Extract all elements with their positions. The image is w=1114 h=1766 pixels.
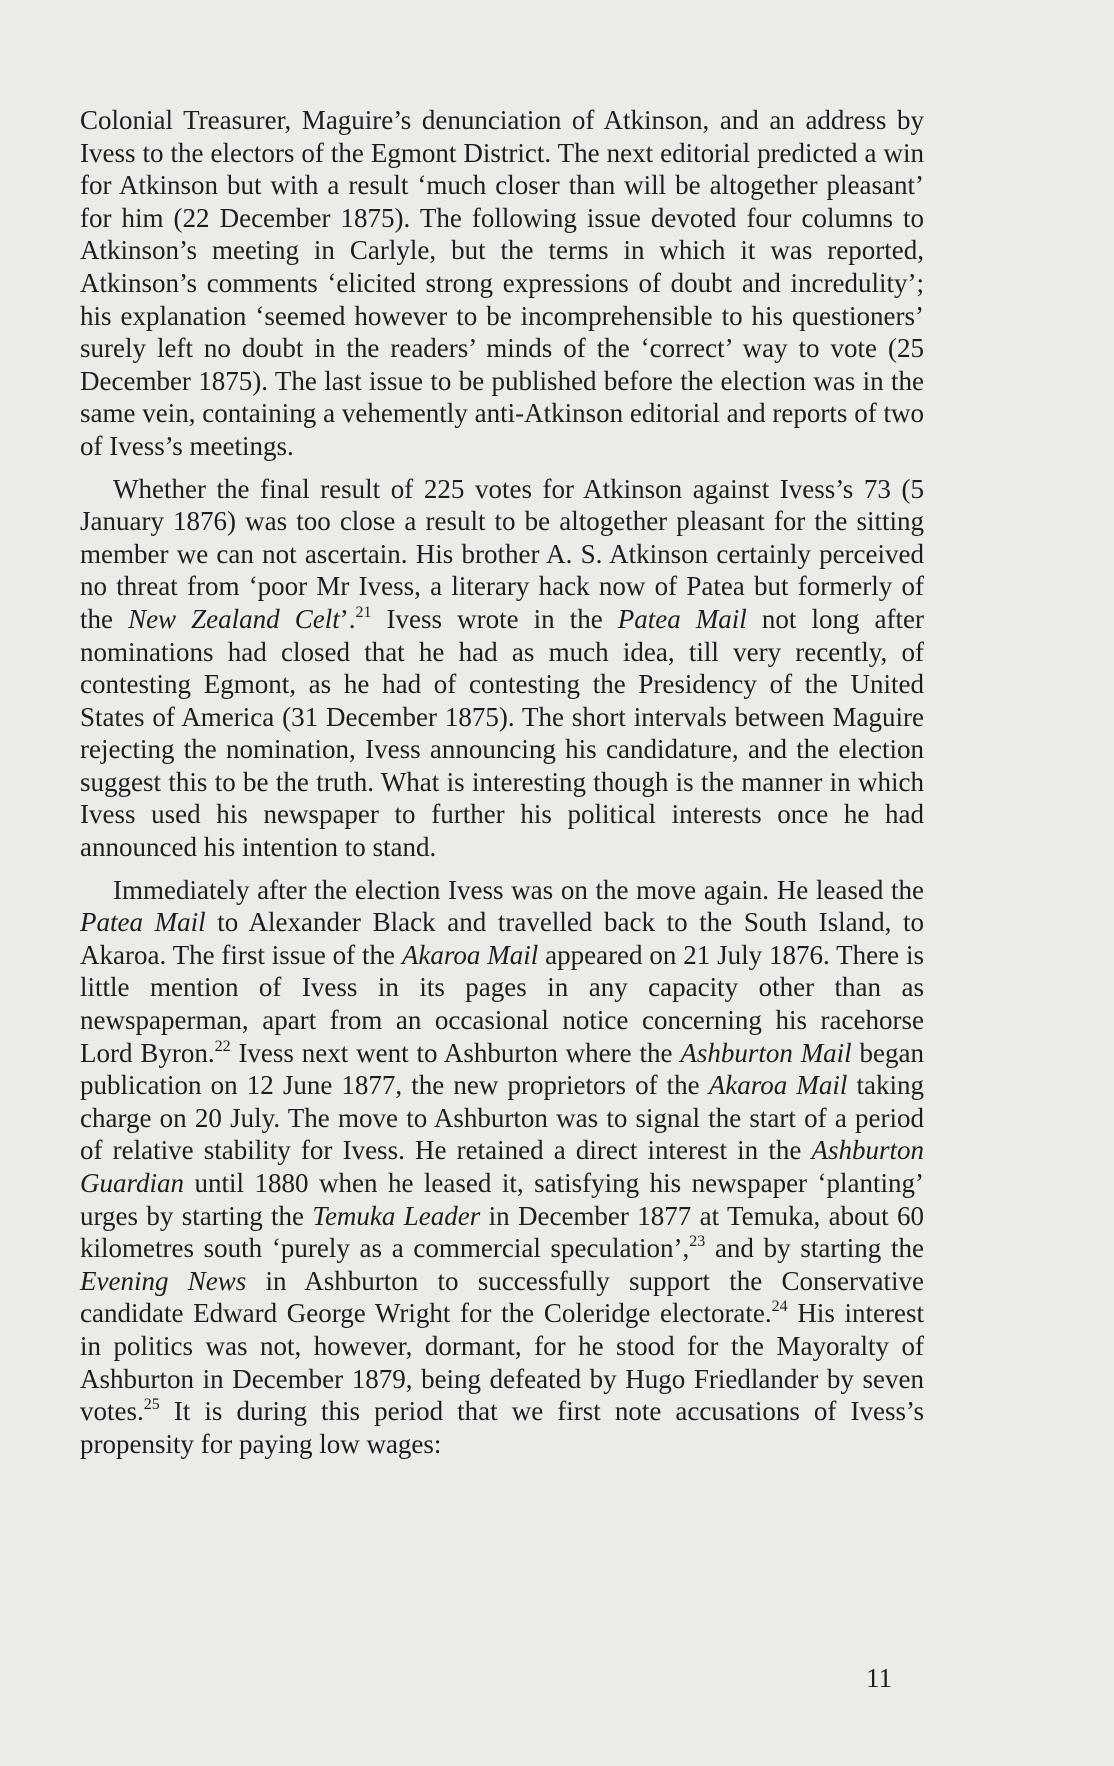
text-run: His interest in politics was not, however, dormant, for he stood for the Mayoralty of Ashburton in December 1879, being defeated by Hugo Friedlander by seven votes. — [80, 1298, 924, 1427]
italic-title: Patea Mail — [617, 603, 747, 634]
paragraph — [80, 874, 924, 1461]
text-run: Whether the final result of 225 votes for Atkinson against Ivess’s 73 (5 January 1876) was too close a result to be altogether pleasant for the sitting member we can not ascertain. His brother A. S. Atkinson certainly perceived no threat from ‘poor Mr Ivess, a literary hack now of Patea but formerly of the — [80, 473, 924, 634]
text-run: Colonial Treasurer, Maguire’s denunciation of Atkinson, and an address by Ivess to the electors of the Egmont District. The next editorial predicted a win for Atkinson but with a result ‘much closer than will be altogether pleasant’ for him (22 December 1875). The following issue devoted four columns to Atkinson’s meeting in Carlyle, but the terms in which it was reported, Atkinson’s comments ‘elicited strong expressions of doubt and incredulity’; his explanation ‘seemed however to be incomprehensible to his questioners’ surely left no doubt in the readers’ minds of the ‘correct’ way to vote (25 December 1875). The last issue to be published before the election was in the same vein, containing a vehemently anti-Atkinson editorial and reports of two of Ivess’s meetings. — [80, 105, 924, 461]
text-run: in December 1877 at Temuka, about 60 kilometres south ‘purely as a commercial speculation’, — [80, 1200, 925, 1264]
text-run: in Ashburton to successfully support the Conservative candidate Edward George Wright for the Coleridge electorate. — [80, 1265, 924, 1329]
text-run: Ivess next went to Ashburton where the — [230, 1037, 681, 1068]
text-run: to Alexander Black and travelled back to the South Island, to Akaroa. The first issue of the — [80, 907, 924, 970]
text-run: began publication on 12 June 1877, the new proprietors of the — [80, 1037, 925, 1101]
page-number: 11 — [866, 1663, 892, 1693]
text-run: not long after nominations had closed that he had as much idea, till very recently, of contesting Egmont, as he had of contesting the Presidency of the United States of America (31 December 1875). The short intervals between Maguire rejecting the nomination, Ivess announcing his candidature, and the election suggest this to be the truth. What is interesting though is the manner in which Ivess used his newspaper to further his political interests once he had announced his intention to stand. — [80, 603, 924, 863]
body-text — [80, 104, 924, 1460]
italic-title: Patea Mail — [80, 907, 206, 938]
text-run: ’. — [339, 603, 356, 634]
footnote-marker: 22 — [214, 1037, 231, 1055]
footnote-marker: 25 — [143, 1396, 160, 1414]
text-run: Immediately after the election Ivess was on the move again. He leased the — [113, 874, 924, 905]
italic-title: Evening News — [80, 1265, 247, 1296]
italic-title: Akaroa Mail — [708, 1070, 848, 1101]
italic-title: Akaroa Mail — [401, 939, 539, 970]
italic-title: Ashburton Mail — [680, 1037, 852, 1068]
text-run: appeared on 21 July 1876. There is little mention of Ivess in its pages in any capacity other than as newspaperman, apart from an occasional notice concerning his racehorse Lord Byron. — [80, 939, 924, 1068]
footnote-marker: 24 — [771, 1298, 788, 1316]
italic-title: Temuka Leader — [312, 1200, 481, 1231]
paragraph — [80, 104, 924, 463]
text-run: taking charge on 20 July. The move to Ashburton was to signal the start of a period of relative stability for Ivess. He retained a direct interest in the — [80, 1070, 924, 1166]
text-run: and by starting the — [705, 1233, 924, 1264]
text-run: Ivess wrote in the — [371, 603, 618, 634]
italic-title: New Zealand Celt — [128, 603, 340, 634]
footnote-marker: 23 — [689, 1233, 706, 1251]
text-run: It is during this period that we first note accusations of Ivess’s propensity for paying low wages: — [80, 1396, 924, 1459]
paragraph — [80, 473, 924, 864]
footnote-marker: 21 — [355, 603, 372, 621]
italic-title: Ashburton Guardian — [80, 1135, 924, 1198]
text-run: until 1880 when he leased it, satisfying his newspaper ‘planting’ urges by starting the — [80, 1168, 924, 1231]
